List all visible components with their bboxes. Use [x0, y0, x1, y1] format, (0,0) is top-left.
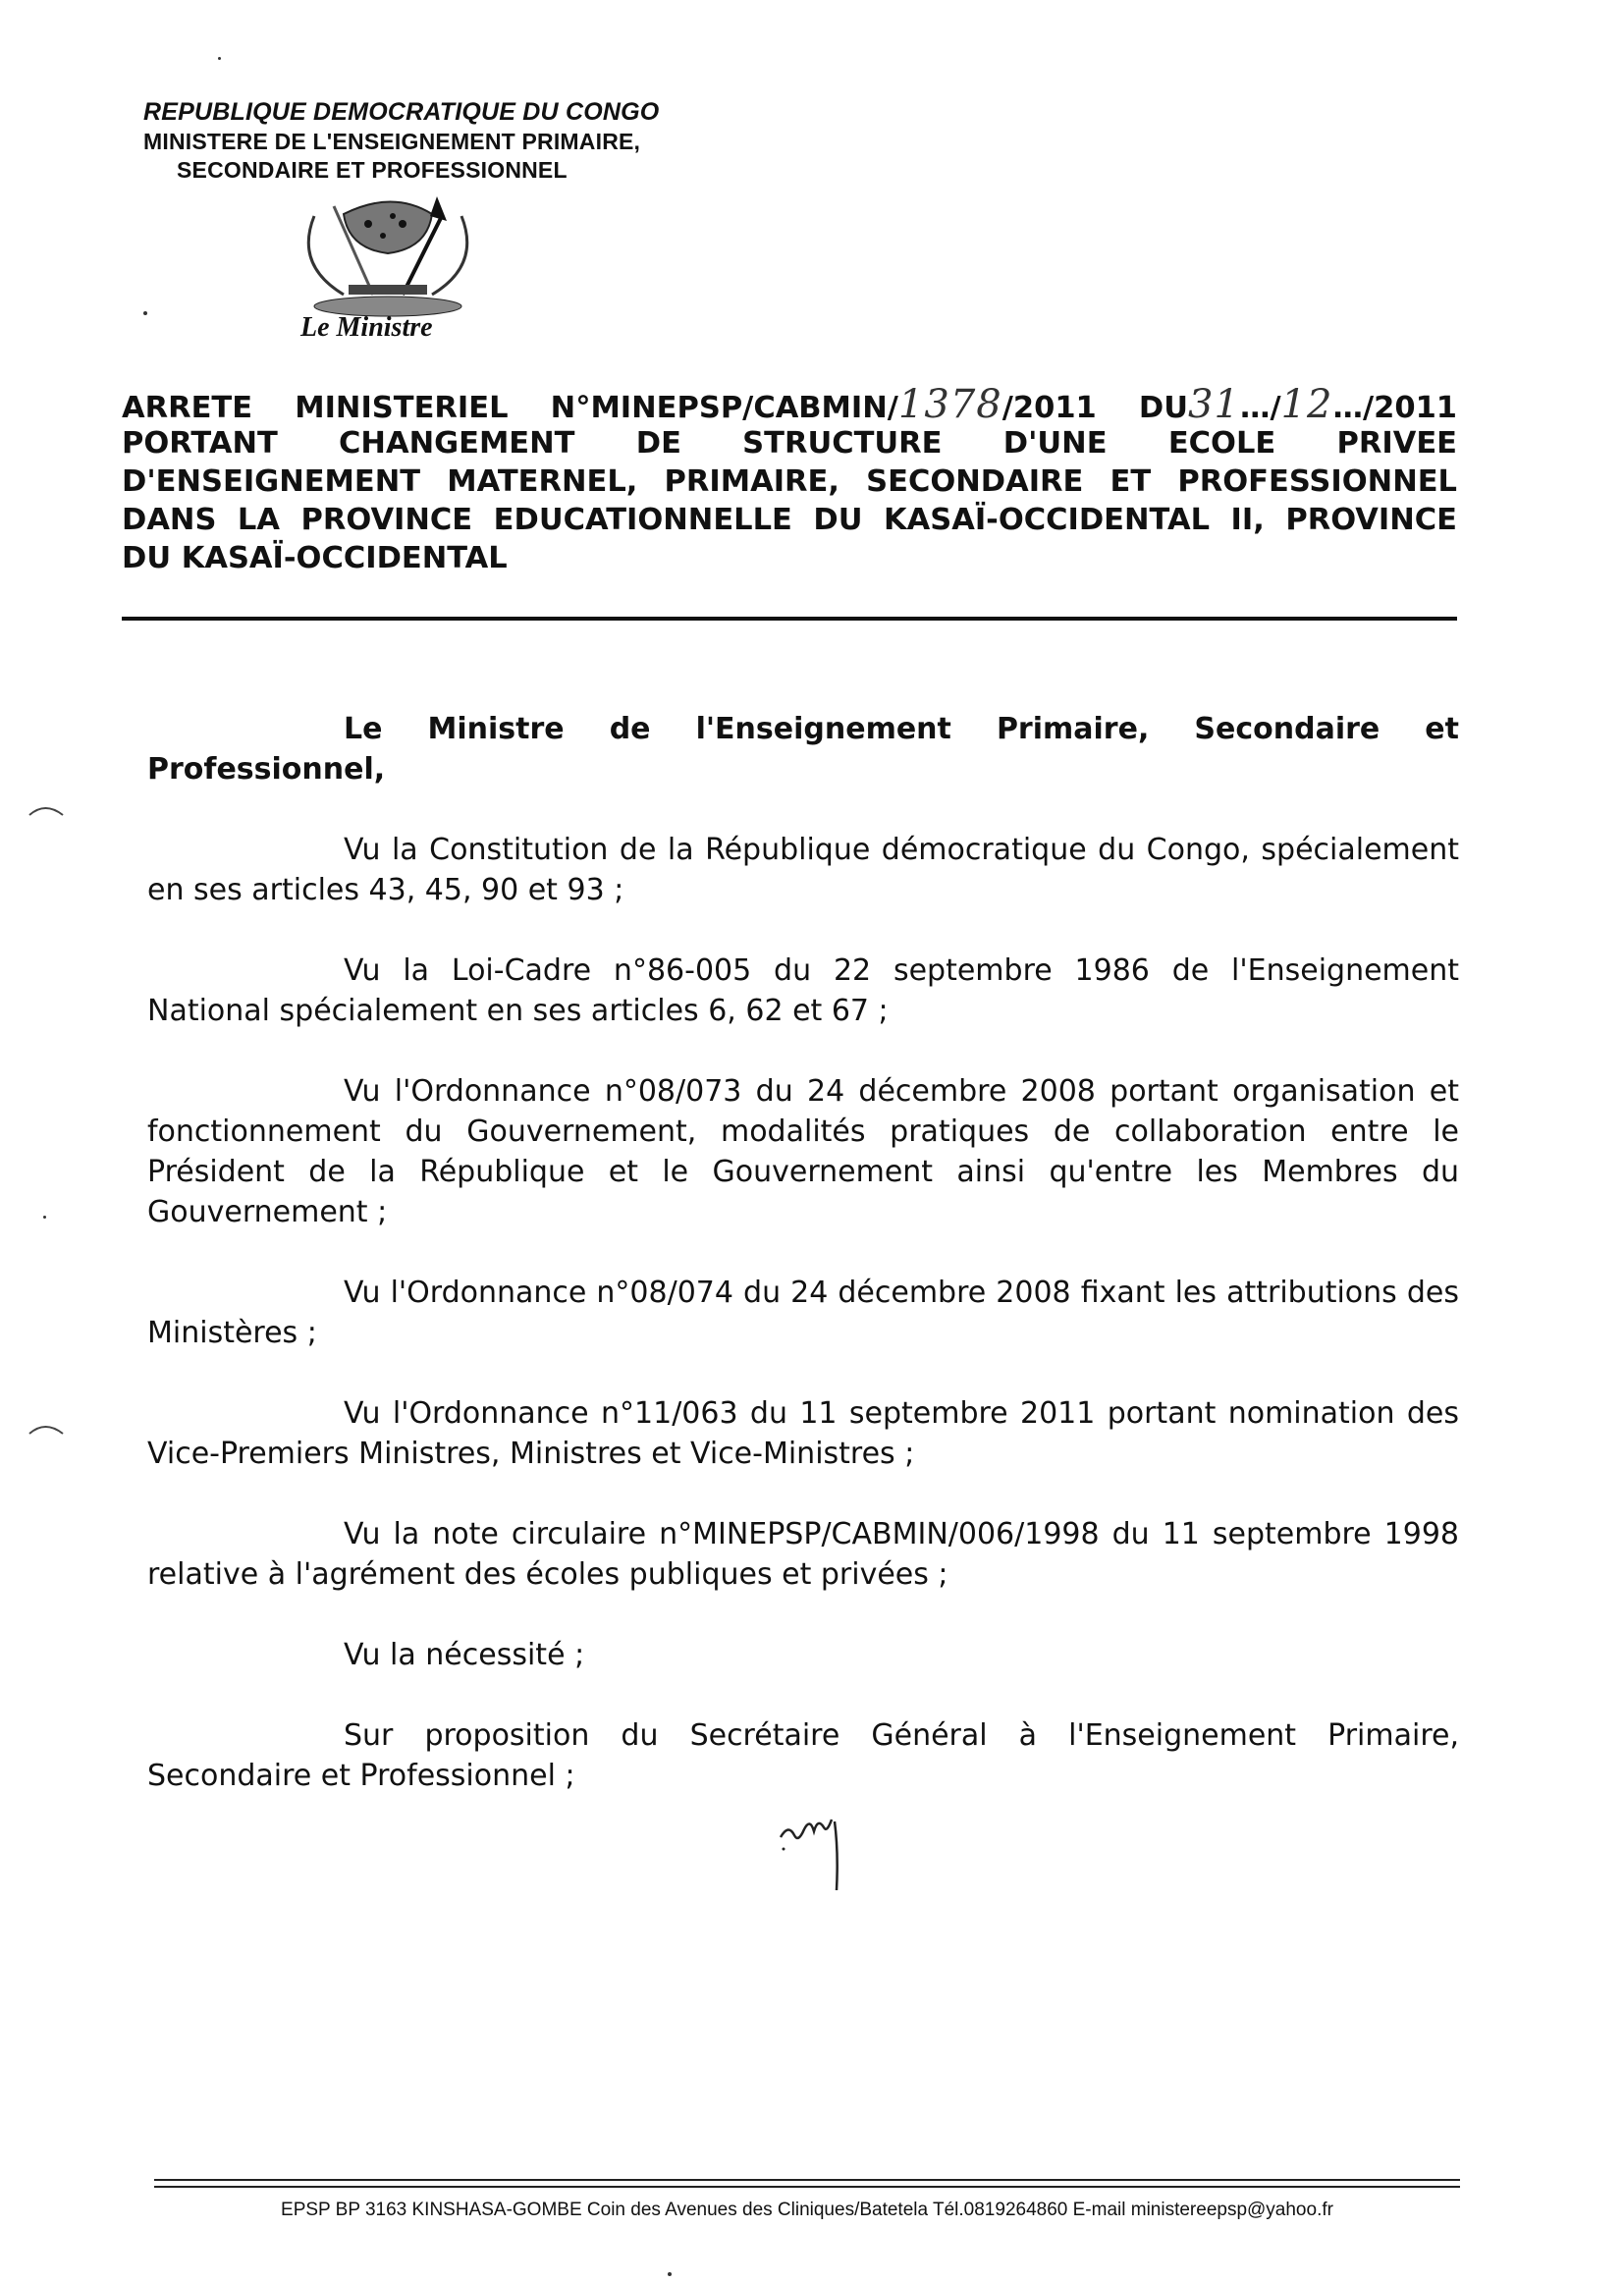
title-line-2: PORTANT CHANGEMENT DE STRUCTURE D'UNE ECOLE PRIVEE: [122, 426, 1457, 461]
decree-number-prefix: ARRETE MINISTERIEL N°MINEPSP/CABMIN/: [122, 391, 898, 424]
footer-divider-top: [154, 2179, 1460, 2181]
decree-body: [147, 709, 1459, 1796]
handwritten-initials-icon: [776, 1810, 854, 1918]
ministry-heading-line1: MINISTERE DE L'ENSEIGNEMENT PRIMAIRE,: [143, 129, 641, 154]
title-divider: [122, 617, 1457, 621]
title-line-4: DANS LA PROVINCE EDUCATIONNELLE DU KASAÏ-OCCIDENTAL II, PROVINCE: [122, 503, 1457, 537]
scan-mark-icon: [27, 799, 67, 819]
date-separator: …/: [1239, 391, 1281, 424]
considerant-ordonnance-063: Vu l'Ordonnance n°11/063 du 11 septembre 2011 portant nomination des Vice-Premiers Ministres, Ministres et Vice-Ministres ;: [147, 1396, 1459, 1471]
considerant-constitution: Vu la Constitution de la République démocratique du Congo, spécialement en ses articles 43, 45, 90 et 93 ;: [147, 833, 1459, 907]
handwritten-month: 12: [1280, 386, 1333, 424]
republic-heading: REPUBLIQUE DEMOCRATIQUE DU CONGO: [143, 98, 660, 126]
decree-year: /2011 DU: [1001, 391, 1189, 424]
scan-speck: [668, 2272, 672, 2276]
scan-speck: [143, 311, 147, 315]
title-line-1: [122, 386, 1457, 424]
title-line-5: DU KASAÏ-OCCIDENTAL: [122, 541, 508, 575]
considerant-proposition: Sur proposition du Secrétaire Général à l'Enseignement Primaire, Secondaire et Professionnel ;: [147, 1718, 1459, 1793]
footer-address: EPSP BP 3163 KINSHASA-GOMBE Coin des Avenues des Cliniques/Batetela Tél.0819264860 E-mail ministereepsp@yahoo.fr: [281, 2200, 1333, 2220]
scan-speck: [218, 57, 221, 60]
handwritten-decree-number: 1378: [897, 386, 1002, 424]
footer-divider-bottom: [154, 2186, 1460, 2188]
decree-title: [122, 386, 1457, 577]
considerant-loi-cadre: Vu la Loi-Cadre n°86-005 du 22 septembre 1986 de l'Enseignement National spécialement en ses articles 6, 62 et 67 ;: [147, 953, 1459, 1028]
coat-of-arms-icon: [275, 187, 501, 324]
considerant-necessite: Vu la nécessité ;: [344, 1638, 585, 1672]
considerant-note-circulaire: Vu la note circulaire n°MINEPSP/CABMIN/006/1998 du 11 septembre 1998 relative à l'agrément des écoles publiques et privées ;: [147, 1517, 1459, 1592]
handwritten-day: 31: [1188, 386, 1240, 424]
scan-speck: [43, 1216, 46, 1219]
considerant-ordonnance-074: Vu l'Ordonnance n°08/074 du 24 décembre 2008 fixant les attributions des Ministères ;: [147, 1276, 1459, 1350]
title-line-3: D'ENSEIGNEMENT MATERNEL, PRIMAIRE, SECONDAIRE ET PROFESSIONNEL: [122, 464, 1457, 499]
minister-label: Le Ministre: [300, 312, 433, 343]
ministry-heading-line2: SECONDAIRE ET PROFESSIONNEL: [177, 157, 568, 183]
scan-mark-icon: [27, 1418, 67, 1438]
date-year: …/2011: [1332, 391, 1457, 424]
minister-preamble: Le Ministre de l'Enseignement Primaire, Secondaire et Professionnel,: [147, 712, 1459, 787]
considerant-ordonnance-073: Vu l'Ordonnance n°08/073 du 24 décembre 2008 portant organisation et fonctionnement du Gouvernement, modalités pratiques de collaboration entre le Président de la République et le Gouvernement ainsi qu'entre les Membres du Gouvernement ;: [147, 1074, 1459, 1229]
